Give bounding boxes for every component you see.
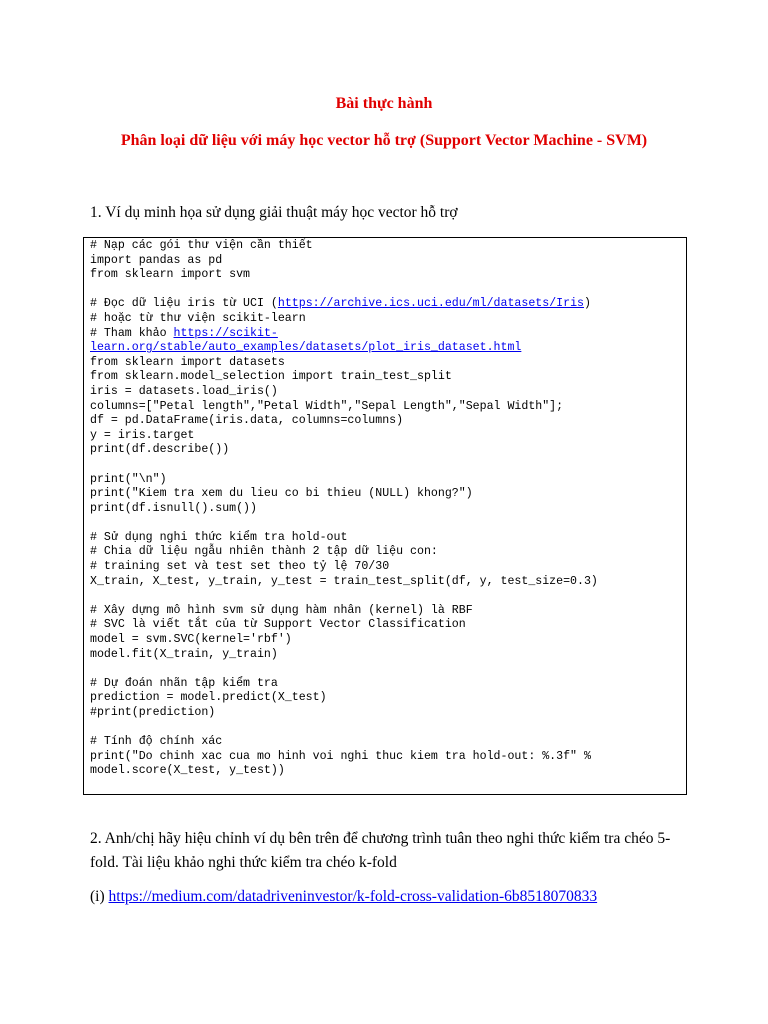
code-line: # Nạp các gói thư viện cần thiết — [90, 239, 313, 252]
section-2-text: 2. Anh/chị hãy hiệu chỉnh ví dụ bên trên để chương trình tuân theo nghi thức kiểm tra chéo 5-fold. Tài liệu khảo nghi thức kiểm tra chéo k-fold — [90, 830, 671, 871]
code-line: print("Do chinh xac cua mo hinh voi nghi thuc kiem tra hold-out: %.3f" % — [90, 749, 591, 763]
code-line: model.score(X_test, y_test)) — [90, 764, 285, 778]
code-line: model.fit(X_train, y_train) — [90, 647, 278, 661]
section-1-heading: 1. Ví dụ minh họa sử dụng giải thuật máy học vector hỗ trợ — [90, 204, 458, 221]
code-link[interactable]: learn.org/stable/auto_examples/datasets/plot_iris_dataset.html — [90, 341, 522, 355]
code-line — [90, 283, 598, 298]
code-text: # Đọc dữ liệu iris từ UCI ( — [90, 297, 278, 311]
code-line: y = iris.target — [90, 428, 195, 442]
code-line — [90, 516, 598, 531]
code-line: # Xây dựng mô hình svm sử dụng hàm nhân (kernel) là RBF — [90, 603, 473, 617]
code-line: # Chia dữ liệu ngẫu nhiên thành 2 tập dữ liệu con: — [90, 545, 438, 559]
code-line: columns=["Petal length","Petal Width","Sepal Length","Sepal Width"]; — [90, 399, 564, 413]
code-line: # training set và test set theo tỷ lệ 70/30 — [90, 560, 390, 574]
code-line — [90, 327, 598, 342]
code-line: iris = datasets.load_iris() — [90, 384, 278, 398]
code-line — [90, 662, 598, 677]
code-block — [83, 237, 687, 795]
code-line — [90, 458, 598, 473]
code-line: # Tính độ chính xác — [90, 735, 223, 749]
code-line: from sklearn import datasets — [90, 355, 285, 369]
code-line: print(df.describe()) — [90, 443, 230, 457]
code-line: X_train, X_test, y_train, y_test = train_test_split(df, y, test_size=0.3) — [90, 574, 598, 588]
code-link[interactable]: https://archive.ics.uci.edu/ml/datasets/Iris — [277, 297, 584, 311]
code-line: print("Kiem tra xem du lieu co bi thieu (NULL) khong?") — [90, 487, 473, 501]
code-line: from sklearn import svm — [90, 268, 251, 282]
code-text: ) — [583, 297, 591, 311]
reference-item — [90, 885, 690, 909]
code-line: import pandas as pd — [90, 253, 223, 267]
code-line: #print(prediction) — [90, 706, 216, 719]
code-line: print("\n") — [90, 472, 167, 486]
code-line: from sklearn.model_selection import train_test_split — [90, 370, 452, 384]
reference-link[interactable]: https://medium.com/datadriveninvestor/k-fold-cross-validation-6b8518070833 — [108, 888, 598, 905]
code-text: # Tham khảo — [90, 326, 174, 340]
reference-prefix: (i) — [90, 888, 109, 905]
page-title: Bài thực hành — [335, 95, 433, 112]
code-line: # Dự đoán nhãn tập kiểm tra — [90, 676, 278, 690]
code-line: # SVC là viết tắt của từ Support Vector Classification — [90, 618, 466, 632]
code-line — [90, 341, 598, 356]
code-line: df = pd.DataFrame(iris.data, columns=columns) — [90, 414, 404, 428]
code-line — [90, 721, 598, 736]
code-link[interactable]: https://scikit- — [173, 326, 278, 340]
code-line — [90, 297, 598, 312]
code-line: prediction = model.predict(X_test) — [90, 691, 327, 705]
code-line: # Sử dụng nghi thức kiểm tra hold-out — [90, 530, 348, 544]
code-listing — [90, 239, 598, 779]
code-line: model = svm.SVC(kernel='rbf') — [90, 633, 292, 647]
code-line: # hoặc từ thư viện scikit-learn — [90, 311, 306, 325]
code-line: print(df.isnull().sum()) — [90, 501, 257, 515]
code-line — [90, 589, 598, 604]
page-subtitle: Phân loại dữ liệu với máy học vector hỗ trợ (Support Vector Machine - SVM) — [120, 132, 648, 149]
